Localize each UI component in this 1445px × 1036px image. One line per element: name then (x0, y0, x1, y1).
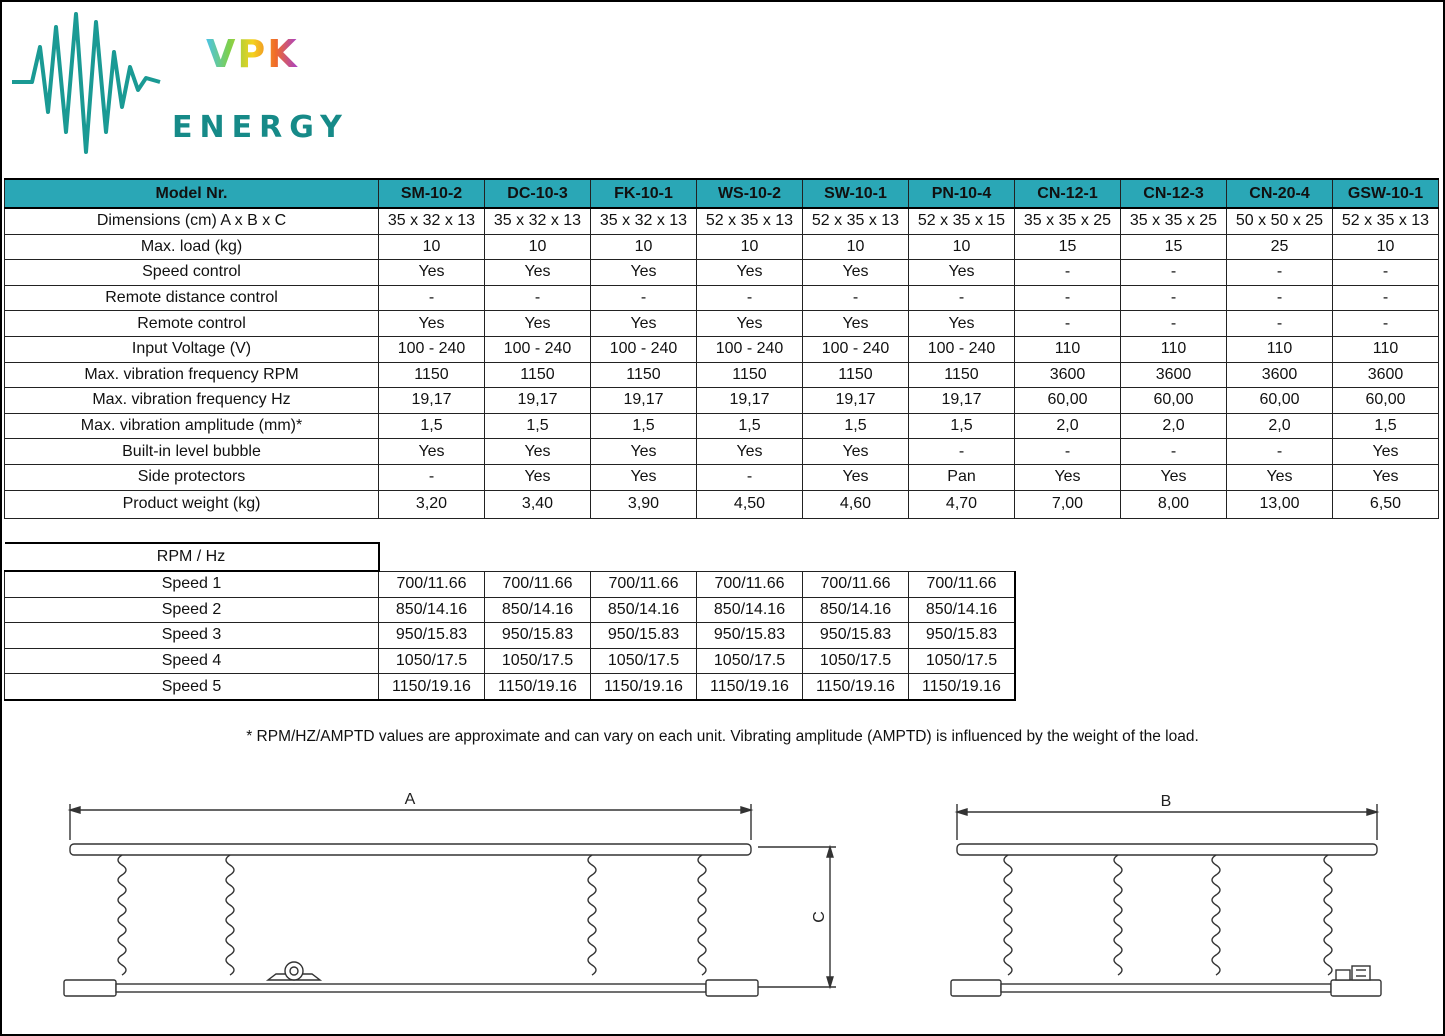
spec-value: 1,5 (909, 413, 1015, 439)
spec-value: 25 (1227, 234, 1333, 260)
spec-label: Speed control (5, 260, 379, 286)
spec-value: - (1015, 285, 1121, 311)
specs-header-row (5, 179, 1439, 208)
spec-label: Remote control (5, 311, 379, 337)
spec-value: - (909, 439, 1015, 465)
spec-value: 35 x 35 x 25 (1121, 208, 1227, 234)
spec-value: - (1121, 311, 1227, 337)
spec-value: - (1333, 285, 1439, 311)
spring-icon (588, 855, 596, 975)
spec-label: Product weight (kg) (5, 490, 379, 518)
speed-label: Speed 5 (5, 674, 379, 700)
spec-value: Yes (485, 311, 591, 337)
model-header: PN-10-4 (909, 179, 1015, 208)
spec-value: 1,5 (379, 413, 485, 439)
spec-value: 10 (1333, 234, 1439, 260)
spec-value: 1,5 (803, 413, 909, 439)
spec-value: - (379, 464, 485, 490)
speed-label: Speed 2 (5, 597, 379, 623)
base-foot (1331, 980, 1381, 996)
spec-value: 10 (909, 234, 1015, 260)
spec-value: 50 x 50 x 25 (1227, 208, 1333, 234)
spec-row (5, 260, 1439, 286)
arrow-icon (957, 809, 967, 815)
model-header: CN-12-3 (1121, 179, 1227, 208)
spec-value: Yes (803, 311, 909, 337)
spec-row (5, 285, 1439, 311)
spec-value: 60,00 (1121, 388, 1227, 414)
spec-value: - (803, 285, 909, 311)
spec-label: Input Voltage (V) (5, 336, 379, 362)
spec-value: - (1121, 285, 1227, 311)
spec-value: 3,90 (591, 490, 697, 518)
speed-value: 700/11.66 (803, 571, 909, 597)
spec-value: - (591, 285, 697, 311)
spec-label: Max. vibration frequency Hz (5, 388, 379, 414)
spec-value: 35 x 35 x 25 (1015, 208, 1121, 234)
speed-value: 1050/17.5 (697, 648, 803, 674)
spec-value: 1,5 (485, 413, 591, 439)
speed-value: 700/11.66 (697, 571, 803, 597)
speed-value: 1150/19.16 (485, 674, 591, 700)
speed-value: 850/14.16 (803, 597, 909, 623)
spec-value: 52 x 35 x 15 (909, 208, 1015, 234)
speed-value: 1150/19.16 (909, 674, 1016, 700)
spec-value: 1150 (591, 362, 697, 388)
speed-label: Speed 1 (5, 571, 379, 597)
spec-value: Yes (591, 311, 697, 337)
spec-value: - (1015, 260, 1121, 286)
spec-value: 1150 (379, 362, 485, 388)
spec-value: Pan (909, 464, 1015, 490)
spec-value: Yes (591, 464, 697, 490)
spec-value: 8,00 (1121, 490, 1227, 518)
speed-header-label: RPM / Hz (5, 543, 379, 571)
header-label: Model Nr. (5, 179, 379, 208)
spec-value: 110 (1333, 336, 1439, 362)
arrow-icon (1367, 809, 1377, 815)
spring-icon (118, 855, 126, 975)
motor-hub (290, 967, 298, 975)
speed-value: 950/15.83 (803, 623, 909, 649)
spec-label: Max. vibration frequency RPM (5, 362, 379, 388)
arrow-icon (827, 977, 833, 987)
spec-label: Max. vibration amplitude (mm)* (5, 413, 379, 439)
base-rail (116, 984, 706, 992)
spec-row (5, 234, 1439, 260)
speed-row (5, 571, 1016, 597)
spec-value: - (1015, 439, 1121, 465)
motor-block (1336, 970, 1350, 980)
spec-value: 10 (803, 234, 909, 260)
spec-row (5, 439, 1439, 465)
spec-value: Yes (1333, 464, 1439, 490)
spec-value: Yes (697, 311, 803, 337)
spec-value: 52 x 35 x 13 (803, 208, 909, 234)
speed-value: 950/15.83 (697, 623, 803, 649)
speed-value: 850/14.16 (379, 597, 485, 623)
spec-value: 10 (379, 234, 485, 260)
spec-value: - (1227, 260, 1333, 286)
spec-value: Yes (379, 311, 485, 337)
spec-value: - (1333, 260, 1439, 286)
model-header: SM-10-2 (379, 179, 485, 208)
brand-name: VPK (206, 32, 299, 76)
spec-value: - (697, 464, 803, 490)
spec-value: 2,0 (1121, 413, 1227, 439)
spec-value: Yes (591, 260, 697, 286)
spec-value: 1,5 (1333, 413, 1439, 439)
spec-value: 19,17 (909, 388, 1015, 414)
dim-b-label: B (1160, 793, 1172, 810)
spec-value: Yes (803, 439, 909, 465)
speed-value: 950/15.83 (485, 623, 591, 649)
spec-value: - (1227, 285, 1333, 311)
spec-value: - (909, 285, 1015, 311)
spec-value: 1,5 (697, 413, 803, 439)
specs-table (4, 178, 1439, 519)
speed-value: 1050/17.5 (591, 648, 697, 674)
blank-cell (379, 543, 1016, 571)
dimension-drawing (2, 782, 1443, 1002)
model-header: WS-10-2 (697, 179, 803, 208)
spec-value: Yes (803, 464, 909, 490)
top-plate (957, 844, 1377, 855)
spec-value: Yes (379, 260, 485, 286)
speed-row (5, 648, 1016, 674)
spec-row (5, 208, 1439, 234)
speed-value: 1150/19.16 (379, 674, 485, 700)
spec-value: - (1121, 260, 1227, 286)
spec-value: 60,00 (1333, 388, 1439, 414)
spec-label: Built-in level bubble (5, 439, 379, 465)
spec-value: - (697, 285, 803, 311)
spec-value: 100 - 240 (803, 336, 909, 362)
spec-value: 19,17 (803, 388, 909, 414)
spec-value: 4,60 (803, 490, 909, 518)
spec-value: 1150 (909, 362, 1015, 388)
spec-value: - (1227, 439, 1333, 465)
dim-a-label: A (404, 791, 416, 808)
spec-value: 1150 (697, 362, 803, 388)
motor-icon (1352, 966, 1370, 980)
spec-value: - (1015, 311, 1121, 337)
speed-value: 1150/19.16 (803, 674, 909, 700)
speed-label: Speed 4 (5, 648, 379, 674)
spec-value: Yes (909, 311, 1015, 337)
speed-value: 950/15.83 (909, 623, 1016, 649)
spec-value: 110 (1015, 336, 1121, 362)
speed-value: 700/11.66 (379, 571, 485, 597)
spec-value: 60,00 (1227, 388, 1333, 414)
spec-value: 15 (1121, 234, 1227, 260)
spec-row (5, 311, 1439, 337)
model-header: CN-12-1 (1015, 179, 1121, 208)
spec-row (5, 336, 1439, 362)
base-foot (64, 980, 116, 996)
spec-value: 100 - 240 (379, 336, 485, 362)
spec-value: 1150 (485, 362, 591, 388)
brand-subtitle: ENERGY (172, 110, 349, 145)
arrow-icon (70, 807, 80, 813)
spring-icon (1114, 855, 1122, 975)
model-header: SW-10-1 (803, 179, 909, 208)
spring-icon (1004, 855, 1012, 975)
speed-value: 850/14.16 (909, 597, 1016, 623)
speed-value: 700/11.66 (485, 571, 591, 597)
spec-value: 100 - 240 (591, 336, 697, 362)
spec-value: 52 x 35 x 13 (697, 208, 803, 234)
spec-value: 2,0 (1227, 413, 1333, 439)
spec-value: Yes (1015, 464, 1121, 490)
spec-value: 100 - 240 (485, 336, 591, 362)
spec-value: 3600 (1015, 362, 1121, 388)
spec-value: Yes (697, 439, 803, 465)
spec-value: 4,50 (697, 490, 803, 518)
dim-c-label: C (811, 911, 828, 923)
spring-icon (226, 855, 234, 975)
spec-value: 110 (1121, 336, 1227, 362)
spec-value: 110 (1227, 336, 1333, 362)
spec-value: 2,0 (1015, 413, 1121, 439)
model-header: FK-10-1 (591, 179, 697, 208)
spec-row (5, 413, 1439, 439)
spec-value: 10 (485, 234, 591, 260)
speed-value: 950/15.83 (379, 623, 485, 649)
speed-value: 1150/19.16 (697, 674, 803, 700)
top-plate (70, 844, 751, 855)
speed-value: 700/11.66 (909, 571, 1016, 597)
spec-value: Yes (485, 260, 591, 286)
spec-value: 60,00 (1015, 388, 1121, 414)
spec-row (5, 388, 1439, 414)
spec-value: Yes (379, 439, 485, 465)
spec-value: 35 x 32 x 13 (379, 208, 485, 234)
spec-value: 3,20 (379, 490, 485, 518)
spec-value: Yes (803, 260, 909, 286)
speed-label: Speed 3 (5, 623, 379, 649)
spec-value: Yes (909, 260, 1015, 286)
spring-icon (698, 855, 706, 975)
spec-value: 100 - 240 (697, 336, 803, 362)
spec-value: 3600 (1333, 362, 1439, 388)
spec-value: 15 (1015, 234, 1121, 260)
spec-value: 1150 (803, 362, 909, 388)
spec-value: 3600 (1227, 362, 1333, 388)
spec-row (5, 490, 1439, 518)
spec-row (5, 362, 1439, 388)
speed-value: 1050/17.5 (379, 648, 485, 674)
spec-label: Dimensions (cm) A x B x C (5, 208, 379, 234)
spec-value: Yes (485, 439, 591, 465)
speed-value: 1150/19.16 (591, 674, 697, 700)
speed-value: 700/11.66 (591, 571, 697, 597)
spec-value: 100 - 240 (909, 336, 1015, 362)
spec-label: Side protectors (5, 464, 379, 490)
spring-icon (1212, 855, 1220, 975)
spec-row (5, 464, 1439, 490)
speed-row (5, 597, 1016, 623)
spec-value: - (1227, 311, 1333, 337)
spec-value: - (1333, 311, 1439, 337)
footnote: * RPM/HZ/AMPTD values are approximate and can vary on each unit. Vibrating amplitude (AMPTD) is influenced by the weight of the load. (246, 728, 1199, 745)
spec-value: - (485, 285, 591, 311)
spec-value: Yes (697, 260, 803, 286)
speed-value: 850/14.16 (697, 597, 803, 623)
spec-value: 19,17 (485, 388, 591, 414)
speed-header-row (5, 543, 1016, 571)
model-header: DC-10-3 (485, 179, 591, 208)
spec-value: 10 (697, 234, 803, 260)
speed-row (5, 623, 1016, 649)
speed-value: 1050/17.5 (485, 648, 591, 674)
spec-value: 35 x 32 x 13 (591, 208, 697, 234)
base-foot (706, 980, 758, 996)
spec-value: 19,17 (591, 388, 697, 414)
spec-value: 3600 (1121, 362, 1227, 388)
arrow-icon (741, 807, 751, 813)
spec-value: - (1121, 439, 1227, 465)
base-foot (951, 980, 1001, 996)
spec-value: Yes (1121, 464, 1227, 490)
speed-value: 850/14.16 (485, 597, 591, 623)
spec-value: 7,00 (1015, 490, 1121, 518)
spec-value: 35 x 32 x 13 (485, 208, 591, 234)
spec-value: 3,40 (485, 490, 591, 518)
spec-value: Yes (1333, 439, 1439, 465)
spec-value: 19,17 (379, 388, 485, 414)
spec-label: Max. load (kg) (5, 234, 379, 260)
spec-value: 52 x 35 x 13 (1333, 208, 1439, 234)
spec-value: 10 (591, 234, 697, 260)
spec-value: 1,5 (591, 413, 697, 439)
spec-value: 19,17 (697, 388, 803, 414)
spec-value: Yes (591, 439, 697, 465)
spring-icon (1324, 855, 1332, 975)
vpk-energy-logo (10, 12, 376, 158)
base-rail (1001, 984, 1331, 992)
speed-value: 1050/17.5 (803, 648, 909, 674)
model-header: CN-20-4 (1227, 179, 1333, 208)
speed-value: 850/14.16 (591, 597, 697, 623)
speed-table (4, 542, 1016, 701)
spec-label: Remote distance control (5, 285, 379, 311)
speed-value: 950/15.83 (591, 623, 697, 649)
speed-value: 1050/17.5 (909, 648, 1016, 674)
spec-value: 13,00 (1227, 490, 1333, 518)
arrow-icon (827, 847, 833, 857)
spec-value: - (379, 285, 485, 311)
spec-value: 6,50 (1333, 490, 1439, 518)
spec-value: 4,70 (909, 490, 1015, 518)
spec-value: Yes (1227, 464, 1333, 490)
speed-row (5, 674, 1016, 700)
model-header: GSW-10-1 (1333, 179, 1439, 208)
spec-value: Yes (485, 464, 591, 490)
